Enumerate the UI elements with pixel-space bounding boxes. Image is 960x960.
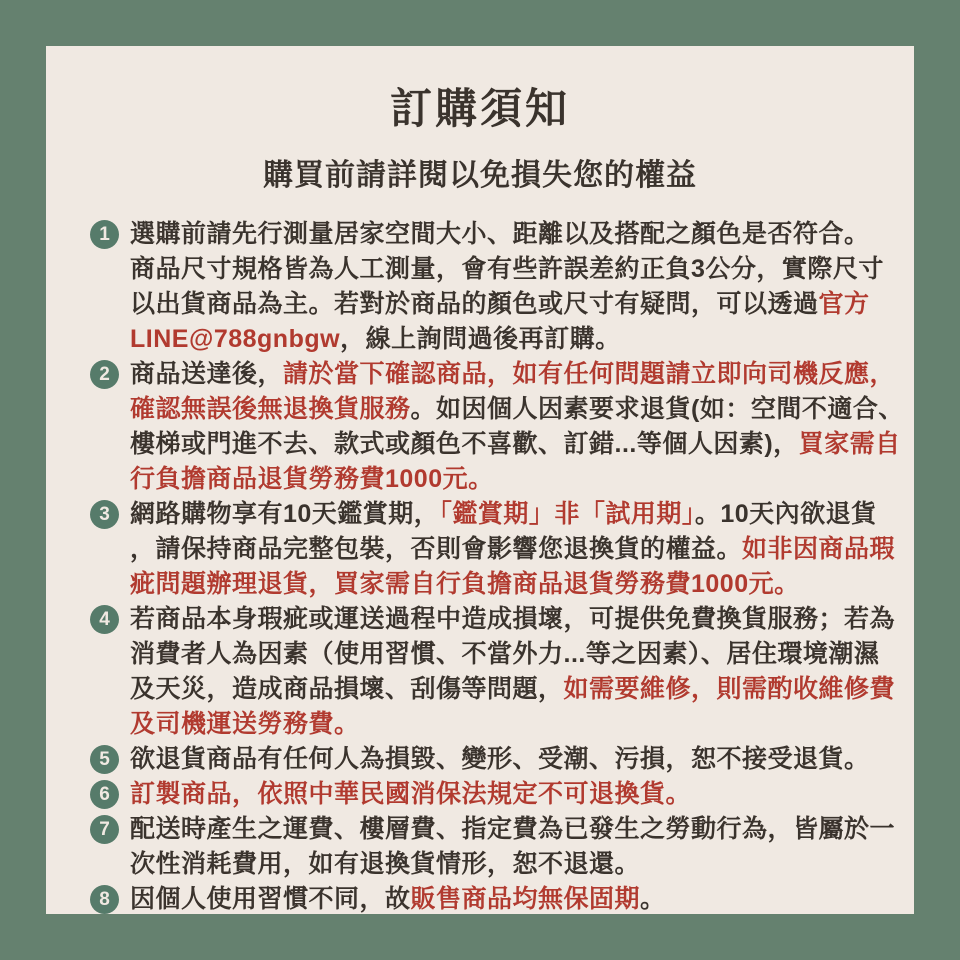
notice-number-badge: 7: [90, 815, 119, 844]
notice-text-segment: 商品尺寸規格皆為人工測量，會有些許誤差約正負3公分，實際尺寸: [130, 255, 884, 283]
notice-text-line: [130, 217, 884, 252]
notice-text-segment: 以出貨商品為主。若對於商品的顏色或尺寸有疑問，可以透過: [130, 290, 819, 318]
notice-text-segment: 次性消耗費用，如有退換貨情形，恕不退還。: [130, 850, 641, 878]
notice-item: [90, 357, 904, 497]
notice-text-highlight: 請於當下確認商品，如有任何問題請立即向司機反應，: [283, 360, 896, 388]
notice-text-segment: 網路購物享有10天鑑賞期，: [130, 500, 440, 528]
notice-text-line: [130, 777, 884, 812]
notice-text-highlight: 官方: [818, 290, 870, 318]
notice-text-line: [130, 462, 884, 497]
notice-list: [90, 217, 904, 914]
notice-number-badge: 2: [90, 360, 119, 389]
notice-text-segment: 及天災，造成商品損壞、刮傷等問題，: [130, 675, 564, 703]
notice-text-segment: 配送時產生之運費、樓層費、指定費為已發生之勞動行為，皆屬於一: [130, 815, 896, 843]
notice-text: [130, 602, 896, 742]
notice-text-highlight: 「鑑賞期」非「試用期」: [439, 500, 695, 528]
notice-number-badge: 1: [90, 220, 119, 249]
notice-text: [130, 777, 884, 812]
notice-text-segment: 。10天內欲退貨: [694, 500, 877, 528]
page-title: 訂購須知: [389, 85, 570, 132]
notice-text-highlight: 行負擔商品退貨勞務費1000元。: [130, 465, 494, 493]
notice-number-badge: 6: [90, 780, 119, 809]
notice-item: [90, 882, 884, 914]
notice-text-segment: 欲退貨商品有任何人為損毀、變形、受潮、污損，恕不接受退貨。: [130, 745, 870, 773]
notice-item: [90, 777, 884, 812]
notice-text-highlight: 及司機運送勞務費。: [130, 710, 360, 738]
notice-number-badge: 8: [90, 885, 119, 914]
notice-number-badge: 5: [90, 745, 119, 774]
notice-text-line: [130, 497, 884, 532]
notice-text-segment: ，線上詢問過後再訂購。: [340, 325, 621, 353]
notice-text: [130, 882, 884, 914]
notice-text-line: [130, 672, 896, 707]
notice-number-badge: 3: [90, 500, 119, 529]
notice-text: [130, 742, 884, 777]
notice-text-line: [130, 322, 884, 357]
notice-text-line: [130, 532, 896, 567]
notice-text-line: [130, 707, 884, 742]
notice-text-highlight: LINE@788gnbgw: [130, 325, 341, 353]
notice-text-highlight: 買家需自: [798, 430, 901, 458]
notice-text-highlight: 確認無誤後無退換貨服務: [130, 395, 411, 423]
notice-text-line: [130, 742, 884, 777]
notice-text-segment: 選購前請先行測量居家空間大小、距離以及搭配之顏色是否符合。: [130, 220, 870, 248]
notice-text-line: [130, 812, 896, 847]
notice-text-segment: ，請保持商品完整包裝，否則會影響您退換貨的權益。: [130, 535, 743, 563]
notice-text: [130, 812, 896, 882]
notice-text-line: [130, 287, 884, 322]
page-subtitle: 購買前請詳閱以免損失您的權益: [263, 159, 697, 192]
notice-text: [130, 497, 896, 602]
notice-text-segment: 因個人使用習慣不同，故: [130, 885, 411, 913]
notice-text-line: [130, 882, 884, 914]
notice-text-line: [130, 637, 884, 672]
notice-text-segment: 若商品本身瑕疵或運送過程中造成損壞，可提供免費換貨服務；若為: [130, 605, 896, 633]
notice-number-badge: 4: [90, 605, 119, 634]
notice-text-highlight: 如需要維修，則需酌收維修費: [563, 675, 896, 703]
notice-text-line: [130, 567, 884, 602]
notice-item: [90, 742, 884, 777]
notice-text-line: [130, 847, 884, 882]
notice-text: [130, 217, 884, 357]
notice-item: [90, 812, 896, 882]
notice-text-line: [130, 427, 901, 462]
notice-item: [90, 217, 884, 357]
notice-text-segment: 樓梯或門進不去、款式或顏色不喜歡、訂錯...等個人因素)，: [130, 430, 799, 458]
notice-item: [90, 497, 896, 602]
notice-text-segment: 商品送達後，: [130, 360, 284, 388]
notice-item: [90, 602, 896, 742]
notice-text: [130, 357, 904, 497]
notice-text-segment: 。如因個人因素要求退貨(如：空間不適合、: [410, 395, 904, 423]
notice-text-highlight: 訂製商品，依照中華民國消保法規定不可退換貨。: [130, 780, 692, 808]
notice-text-segment: 消費者人為因素（使用習慣、不當外力...等之因素）、居住環境潮濕: [130, 640, 880, 668]
notice-text-segment: 。: [640, 885, 666, 913]
notice-text-line: [130, 602, 896, 637]
notice-text-line: [130, 252, 884, 287]
notice-text-highlight: 如非因商品瑕: [742, 535, 896, 563]
notice-text-line: [130, 357, 896, 392]
notice-text-line: [130, 392, 904, 427]
notice-text-highlight: 疵問題辦理退貨，買家需自行負擔商品退貨勞務費1000元。: [130, 570, 800, 598]
notice-text-highlight: 販售商品均無保固期: [410, 885, 641, 913]
notice-panel: [46, 46, 914, 914]
